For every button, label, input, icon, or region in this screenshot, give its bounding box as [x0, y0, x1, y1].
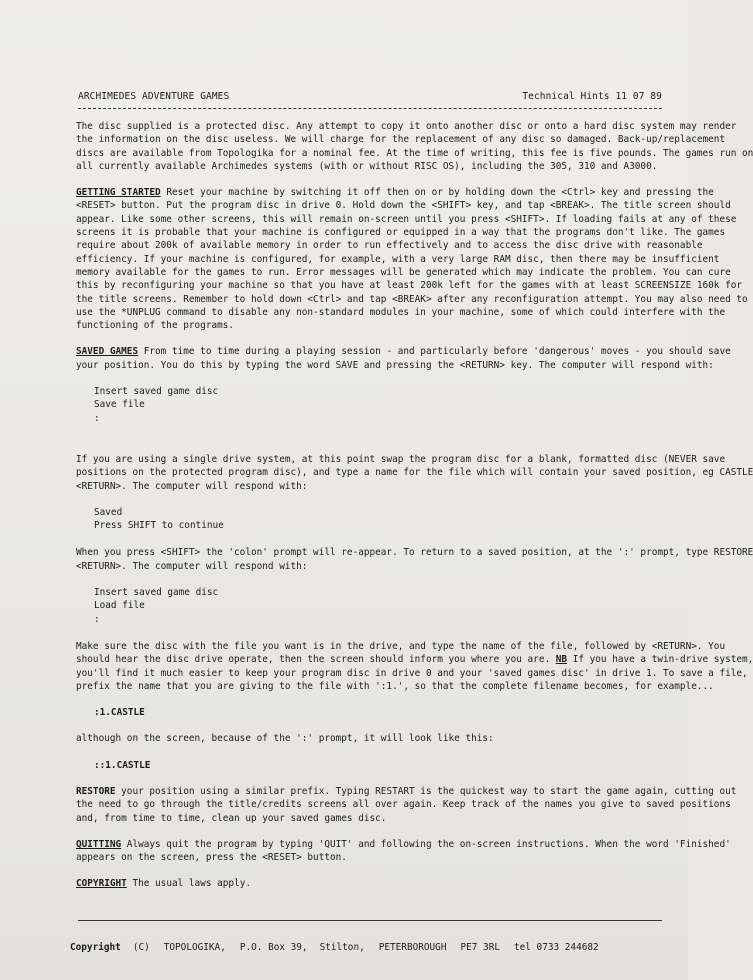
prompt-line: Load file [94, 600, 145, 612]
text-line: the need to go through the title/credits screens all over again. Keep track of the names you give to saved positions [76, 799, 731, 811]
document-body [76, 120, 753, 904]
text-line: <RETURN>. The computer will respond with: [76, 480, 308, 492]
text-line: <RESET> button. Put the program disc in drive 0. Hold down the <SHIFT> key, and tap <BREAK>. The title screen should [76, 200, 731, 212]
text-line: appear. Like some other screens, this will remain on-screen until you press <SHIFT>. If loading fails at any of these [76, 213, 737, 225]
restore-heading: RESTORE [76, 785, 116, 797]
load-prompt-block [76, 586, 668, 626]
footer-city: PETERBOROUGH [378, 942, 447, 953]
text-line: all currently available Archimedes systems (with or without RISC OS), including the 305, 310 and A3000. [76, 160, 658, 172]
text-line: you'll find it much easier to keep your program disc in drive 0 and your 'saved games disc' in drive 1. To save a file, [76, 667, 748, 679]
saved-prompt-block [76, 506, 668, 533]
text-line: <RETURN>. The computer will respond with: [76, 560, 308, 572]
quitting-paragraph [76, 838, 731, 865]
prompt-line: Insert saved game disc [94, 386, 219, 398]
text-line: use the *UNPLUG command to disable any non-standard modules in your machine, some of which could interfere with the [76, 306, 726, 318]
text-line [76, 186, 714, 199]
text-line: The disc supplied is a protected disc. Any attempt to copy it onto another disc or onto a hard disc system may render [76, 121, 737, 132]
text-run: your position using a similar prefix. Typing RESTART is the quickest way to start the game again, cutting out [115, 785, 737, 797]
make-sure-paragraph [76, 640, 753, 693]
intro-paragraph [76, 120, 753, 173]
footer-rule [78, 920, 662, 921]
nb-label: NB [555, 654, 568, 666]
example-filename-1 [76, 706, 668, 719]
text-run: If you have a twin-drive system, [567, 654, 753, 666]
text-line: If you are using a single drive system, at this point swap the program disc for a blank, formatted disc (NEVER save [76, 453, 726, 465]
copyright-heading: COPYRIGHT [76, 878, 127, 890]
header-date: Technical Hints 11 07 89 [522, 91, 662, 102]
example-filename-2 [76, 759, 668, 772]
text-run: Reset your machine by switching it off then on or by holding down the <Ctrl> key and pressing the [160, 187, 714, 199]
prompt-line: : [94, 613, 100, 625]
text-line: screens it is probable that your machine is configured or equipped in a way that the programs don't like. The games [76, 227, 726, 239]
prompt-line: Press SHIFT to continue [94, 520, 224, 532]
prompt-line: Save file [94, 399, 145, 411]
example-line: :1.CASTLE [94, 707, 145, 719]
text-line: discs are available from Topologika for a nominal fee. At the time of writing, this fee is five pounds. The games run on [76, 147, 753, 159]
saved-games-paragraph [76, 345, 731, 372]
text-line [76, 785, 737, 798]
example-line: ::1.CASTLE [94, 759, 151, 771]
text-line: efficiency. If your machine is configured, for example, with a very large RAM disc, then there may be insufficient [76, 253, 720, 265]
footer-town: Stilton, [319, 942, 365, 953]
restore-intro-paragraph [76, 546, 753, 573]
text-line: memory available for the games to run. Error messages will be generated which may indicate the problem. You can cure [76, 266, 731, 278]
saved-games-heading: SAVED GAMES [76, 346, 139, 358]
text-run: From time to time during a playing session - and particularly before 'dangerous' moves - you should save [138, 346, 731, 358]
text-line: functioning of the programs. [76, 320, 235, 332]
text-line: although on the screen, because of the ':' prompt, it will look like this: [76, 733, 494, 745]
footer-postcode: PE7 3RL [460, 942, 500, 953]
text-line [76, 838, 731, 851]
text-run: The usual laws apply. [126, 878, 251, 890]
text-run: Always quit the program by typing 'QUIT' and following the on-screen instructions. When the word 'Finished' [121, 838, 731, 850]
prompt-line: Saved [94, 506, 123, 518]
footer-company: TOPOLOGIKA, [163, 942, 226, 953]
text-run: should hear the disc drive operate, then the screen should inform you where you are. [76, 654, 556, 666]
text-line [76, 653, 753, 666]
single-drive-paragraph [76, 453, 753, 493]
copyright-paragraph [76, 877, 668, 890]
footer-box: P.O. Box 39, [239, 942, 308, 953]
text-line: prefix the name that you are giving to the file with ':1.', so that the complete filename becomes, for example... [76, 680, 714, 692]
getting-started-heading: GETTING STARTED [76, 187, 161, 199]
text-line [76, 345, 731, 358]
text-line: appears on the screen, press the <RESET> button. [76, 852, 347, 864]
text-line: the title screens. Remember to hold down <Ctrl> and tap <BREAK> after any reconfiguration attempt. You may also need to [76, 293, 748, 305]
text-line: the information on the disc useless. We will charge for the replacement of any disc so damaged. Back-up/replacement [76, 134, 726, 146]
text-line: and, from time to time, clean up your saved games disc. [76, 812, 387, 824]
text-line: Make sure the disc with the file you want is in the drive, and type the name of the file, followed by <RETURN>. You [76, 640, 726, 652]
text-line: When you press <SHIFT> the 'colon' prompt will re-appear. To return to a saved position, at the ':' prompt, type RESTORE [76, 547, 753, 559]
restore-paragraph [76, 785, 737, 825]
page-header [78, 91, 662, 102]
header-rule [78, 108, 662, 109]
text-line: this by reconfiguring your machine so that you have at least 200k left for the games with at least SCREENSIZE 160k for [76, 280, 743, 292]
text-line: require about 200k of available memory in order to run effectively and to access the disc drive with reasonable [76, 240, 703, 252]
footer-label: Copyright [70, 942, 121, 953]
prompt-line: : [94, 412, 100, 424]
text-line [76, 877, 668, 890]
footer-tel: tel 0733 244682 [513, 942, 599, 953]
text-line: your position. You do this by typing the word SAVE and pressing the <RETURN> key. The computer will respond with: [76, 359, 714, 371]
prompt-line: Insert saved game disc [94, 587, 219, 599]
header-title: ARCHIMEDES ADVENTURE GAMES [78, 91, 230, 102]
save-prompt-block [76, 385, 668, 425]
text-line: positions on the protected program disc), and type a name for the file which will contain your saved position, eg CASTLE [76, 467, 753, 479]
footer-c: (C) [132, 942, 150, 953]
quitting-heading: QUITTING [76, 838, 122, 850]
getting-started-paragraph [76, 186, 748, 332]
page-footer [70, 942, 658, 953]
although-paragraph [76, 732, 668, 745]
